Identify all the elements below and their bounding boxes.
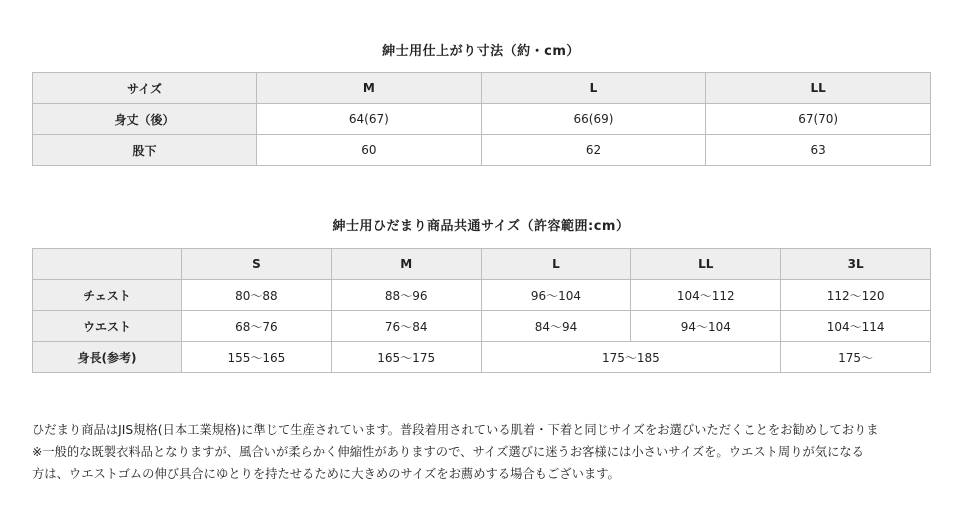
table-cell: 104～114 [781,311,931,342]
size-header-label: サイズ [33,73,257,104]
size-col-ll: LL [706,73,931,104]
note-line: ※一般的な既製衣料品となりますが、風合いが柔らかく伸縮性がありますので、サイズ選びに迷うお客様には小さいサイズを。ウエスト周りが気になる [32,445,864,459]
table-cell: 68～76 [182,311,332,342]
mens-finished-size-table [32,72,931,166]
table-cell: 175～ [781,342,931,373]
table-cell: 96～104 [481,280,631,311]
table-cell: 88～96 [331,280,481,311]
table-cell-merged: 175～185 [481,342,781,373]
table-row [33,104,931,135]
size-col-m: M [331,249,481,280]
table-cell: 112～120 [781,280,931,311]
table-cell: 80～88 [182,280,332,311]
mens-common-size-table [32,248,931,373]
table-cell: 67(70) [706,104,931,135]
row-label-inseam: 股下 [33,135,257,166]
note-line: ひだまり商品はJIS規格(日本工業規格)に準じて生産されています。普段着用されている肌着・下着と同じサイズをお選びいただくことをお勧めしておりま [32,423,879,437]
table-cell: 94～104 [631,311,781,342]
table-row [33,280,931,311]
size-col-3l: 3L [781,249,931,280]
note-line: 方は、ウエストゴムの伸び具合にゆとりを持たせるために大きめのサイズをお薦めする場合もございます。 [32,467,620,481]
size-col-l: L [481,249,631,280]
table-cell: 165～175 [331,342,481,373]
row-label-height: 身長(参考) [33,342,182,373]
table-header-row [33,249,931,280]
table-row [33,311,931,342]
table-row [33,135,931,166]
row-label-waist: ウエスト [33,311,182,342]
table-cell: 84～94 [481,311,631,342]
table-cell: 155～165 [182,342,332,373]
mens-common-size-title: 紳士用ひだまり商品共通サイズ（許容範囲:cm） [332,219,630,234]
mens-finished-size-title: 紳士用仕上がり寸法（約・cm） [382,44,580,59]
table-cell: 62 [481,135,706,166]
size-notes [32,419,937,485]
table-cell: 76～84 [331,311,481,342]
size-col-ll: LL [631,249,781,280]
row-label-back-length: 身丈（後） [33,104,257,135]
size-col-s: S [182,249,332,280]
table-row [33,342,931,373]
table-header-row [33,73,931,104]
table-cell: 63 [706,135,931,166]
row-label-chest: チェスト [33,280,182,311]
table-cell: 64(67) [257,104,482,135]
size-col-m: M [257,73,482,104]
size-col-l: L [481,73,706,104]
corner-header [33,249,182,280]
table-cell: 60 [257,135,482,166]
table-cell: 66(69) [481,104,706,135]
table-cell: 104～112 [631,280,781,311]
